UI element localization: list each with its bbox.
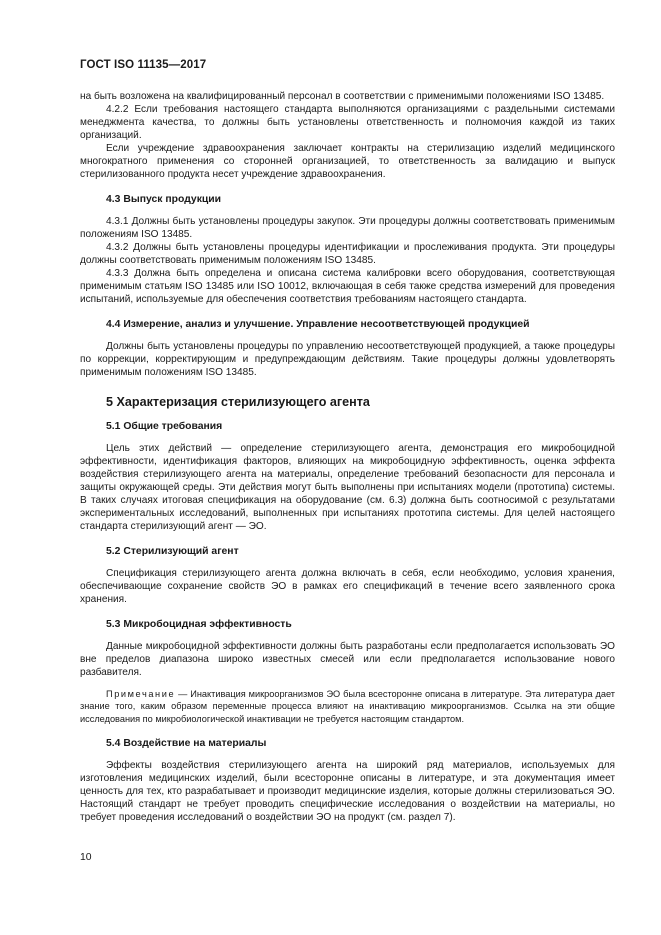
note-text: — Инактивация микроорганизмов ЭО была всесторонне описана в литературе. Эта литература дает знание того, каким образом переменные процесса влияют на инактивацию микроорганизмов. Ссылка на эти общие исследования по микробиологической инактивации не требуется настоящим стандартом. [80,689,615,724]
paragraph: Спецификация стерилизующего агента должна включать в себя, если необходимо, условия хранения, обеспечивающие сохранение свойств ЭО в рамках его спецификаций в течение всего заявленного срока хранения. [80,568,615,605]
note-label: Примечание [106,689,176,699]
paragraph: 4.3.2 Должны быть установлены процедуры идентификации и прослеживания продукта. Эти процедуры должны соответствовать применимым положениям ISO 13485. [80,242,615,266]
note-paragraph [80,688,615,725]
paragraph: Если учреждение здравоохранения заключает контракты на стерилизацию изделий медицинского многократного применения со сторонней организацией, то ответственность за валидацию и выпуск стерилизованного продукта несет учреждение здравоохранения. [80,143,615,180]
paragraph: Эффекты воздействия стерилизующего агента на широкий ряд материалов, используемых для изготовления медицинских изделий, были всесторонне описаны в литературе, и эта документация имеет ценность для тех, кто разрабатывает и производит медицинские изделия, которые должны стерилизоваться ЭО. Настоящий стандарт не требует проводить специфические исследования о воздействии на материалы, но требует проведения исследований о воздействии ЭО на продукт (см. раздел 7). [80,760,615,824]
section-heading-5-1: 5.1 Общие требования [106,421,223,432]
document-body [80,90,615,824]
section-heading-4-4: 4.4 Измерение, анализ и улучшение. Управление несоответствующей продукцией [106,319,530,330]
standard-header: ГОСТ ISO 11135—2017 [80,59,207,71]
section-heading-4-3: 4.3 Выпуск продукции [106,194,222,205]
section-heading-5-2: 5.2 Стерилизующий агент [106,546,239,557]
section-heading-5-3: 5.3 Микробоцидная эффективность [106,619,292,630]
paragraph: Должны быть установлены процедуры по управлению несоответствующей продукцией, а также процедуры по коррекции, корректирующим и предупреждающим действиям. Такие процедуры должны удовлетворять применимым положениям ISO 13485. [80,341,615,378]
section-heading-5-4: 5.4 Воздействие на материалы [106,738,267,750]
page-number: 10 [80,852,92,863]
paragraph: на быть возложена на квалифицированный персонал в соответствии с применимыми положениями ISO 13485. [80,91,605,102]
paragraph: 4.3.3 Должна быть определена и описана система калибровки всего оборудования, соответствующая применимым статьям ISO 13485 или ISO 10012, включающая в себя также средства измерений для проведения испытаний, используемые для обеспечения соответствия требованиям настоящего стандарта. [80,268,615,305]
paragraph: Данные микробоцидной эффективности должны быть разработаны если предполагается использовать ЭО вне пределов диапазона широко известных смесей или если предполагается использование нового разбавителя. [80,641,615,678]
paragraph: 4.3.1 Должны быть установлены процедуры закупок. Эти процедуры должны соответствовать применимым положениям ISO 13485. [80,216,615,240]
chapter-heading-5: 5 Характеризация стерилизующего агента [106,395,370,409]
paragraph: 4.2.2 Если требования настоящего стандарта выполняются организациями с раздельными системами менеджмента качества, то должны быть установлены ответственность и полномочия каждой из таких организаций. [80,104,615,141]
paragraph: Цель этих действий — определение стерилизующего агента, демонстрация его микробоцидной эффективности, идентификация факторов, влияющих на микробоцидную эффективность, оценка эффекта воздействия стерилизующего агента на материалы, определение требований безопасности для персонала и защиты окружающей среды. Эти действия могут быть выполнены при испытаниях модели (прототипа) системы. В таких случаях итоговая спецификация на оборудование (см. 6.3) должна быть соотносимой с результатами экспериментальных исследований, выполненных при испытаниях прототипа системы. Для целей настоящего стандарта стерилизующий агент — ЭО. [80,443,615,532]
